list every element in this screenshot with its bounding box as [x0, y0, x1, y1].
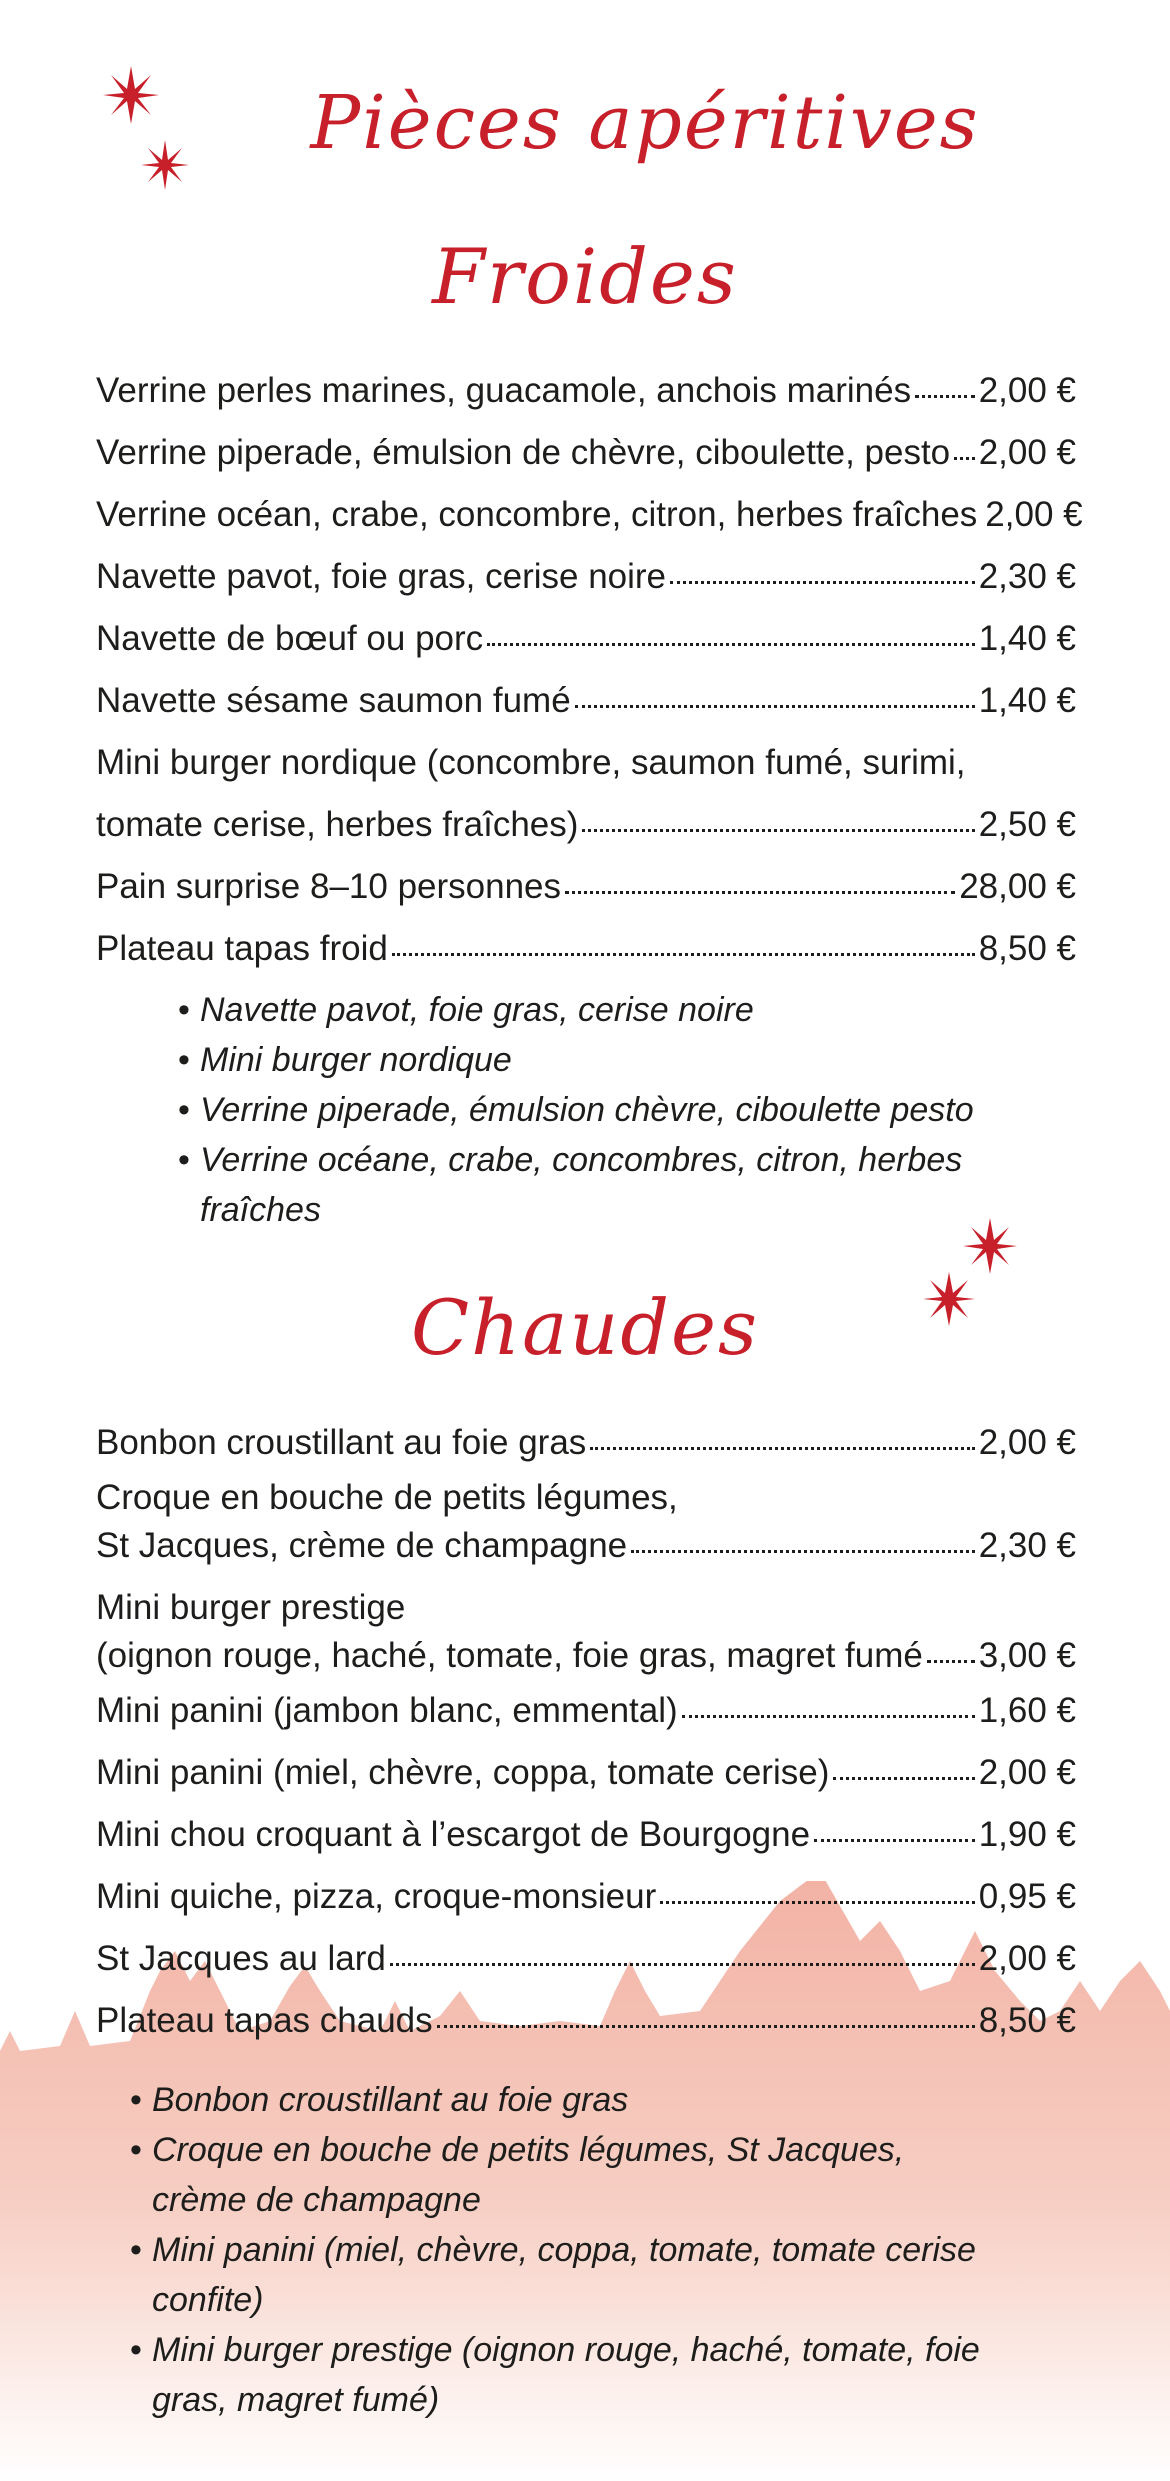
- list-item-line: • Mini burger prestige (oignon rouge, haché, tomate, foie: [152, 2331, 980, 2369]
- item-label: Plateau tapas froid: [96, 929, 388, 968]
- menu-item: [96, 422, 1076, 484]
- list-item: [130, 2325, 1090, 2425]
- menu-item-line1: [96, 732, 1076, 794]
- dot-leader: [660, 1900, 974, 1904]
- menu-item: [96, 1742, 1076, 1804]
- dot-leader: [390, 1962, 975, 1966]
- list-item-line: crème de champagne: [152, 2181, 481, 2219]
- item-label: Navette de bœuf ou porc: [96, 619, 484, 658]
- list-item: [178, 1135, 1058, 1235]
- menu-item: [96, 360, 1076, 422]
- plateau-chaud-contents: [130, 2075, 1090, 2425]
- list-item: [130, 2125, 1090, 2225]
- menu-item: [96, 1632, 1076, 1680]
- menu-item: [96, 856, 1076, 918]
- item-price: 2,00 €: [978, 433, 1076, 472]
- list-item-line: fraîches: [200, 1191, 321, 1229]
- menu-item: [96, 918, 1076, 980]
- item-price: 2,00 €: [978, 1753, 1076, 1792]
- dot-leader: [590, 1446, 974, 1450]
- menu-item: [96, 1990, 1076, 2052]
- item-label: tomate cerise, herbes fraîches): [96, 805, 579, 844]
- item-label: Mini panini (jambon blanc, emmental): [96, 1691, 678, 1730]
- menu-item: [96, 608, 1076, 670]
- item-label: Pain surprise 8–10 personnes: [96, 867, 562, 906]
- dot-leader: [954, 456, 975, 460]
- item-price: 2,00 €: [978, 1939, 1076, 1978]
- dot-leader: [814, 1838, 975, 1842]
- item-price: 2,30 €: [978, 557, 1076, 596]
- dot-leader: [631, 1549, 975, 1553]
- item-label: Navette pavot, foie gras, cerise noire: [96, 557, 667, 596]
- plateau-froid-contents: [178, 985, 1058, 1235]
- item-label: Mini quiche, pizza, croque-monsieur: [96, 1877, 657, 1916]
- item-price: 2,00 €: [978, 1423, 1076, 1462]
- section-title-froides: Froides: [432, 232, 738, 321]
- dot-leader: [927, 1659, 975, 1663]
- menu-item: [96, 670, 1076, 732]
- item-price: 3,00 €: [978, 1636, 1076, 1675]
- dot-leader: [565, 890, 955, 894]
- item-label: (oignon rouge, haché, tomate, foie gras, magret fumé: [96, 1636, 923, 1675]
- section-title-chaudes: Chaudes: [411, 1283, 759, 1372]
- item-label: Mini burger nordique (concombre, saumon fumé, surimi,: [96, 743, 966, 782]
- froides-menu: [96, 360, 1083, 980]
- item-price: 8,50 €: [978, 2001, 1076, 2040]
- menu-item: [96, 1928, 1076, 1990]
- item-label: Bonbon croustillant au foie gras: [96, 1423, 587, 1462]
- dot-leader: [915, 394, 975, 398]
- dot-leader: [670, 580, 975, 584]
- menu-item: [96, 794, 1076, 856]
- item-price: 1,40 €: [978, 681, 1076, 720]
- list-item: • Bonbon croustillant au foie gras: [130, 2075, 1090, 2125]
- dot-leader: [392, 952, 975, 956]
- menu-item-line1: [96, 1584, 1076, 1632]
- list-item-line: • Croque en bouche de petits légumes, St Jacques,: [152, 2131, 905, 2169]
- item-price: 2,00 €: [978, 371, 1076, 410]
- list-item: • Navette pavot, foie gras, cerise noire: [178, 985, 1058, 1035]
- item-label: Verrine océan, crabe, concombre, citron, herbes fraîches: [96, 495, 978, 534]
- item-label: Verrine perles marines, guacamole, anchois marinés: [96, 371, 912, 410]
- dot-leader: [575, 704, 975, 708]
- item-label: Mini burger prestige: [96, 1588, 406, 1627]
- chaudes-menu: [96, 1412, 1076, 2052]
- menu-item: [96, 546, 1076, 608]
- item-label: Mini chou croquant à l’escargot de Bourgogne: [96, 1815, 811, 1854]
- item-price: 2,50 €: [978, 805, 1076, 844]
- menu-item: [96, 1680, 1076, 1742]
- item-label: Mini panini (miel, chèvre, coppa, tomate cerise): [96, 1753, 830, 1792]
- list-item-line: • Verrine océane, crabe, concombres, citron, herbes: [200, 1141, 963, 1179]
- item-label: St Jacques, crème de champagne: [96, 1526, 628, 1565]
- item-label: Verrine piperade, émulsion de chèvre, ciboulette, pesto: [96, 433, 951, 472]
- list-item: • Mini panini (miel, chèvre, coppa, tomate, tomate cerise confite): [130, 2225, 1090, 2325]
- item-price: 28,00 €: [959, 867, 1076, 906]
- dot-leader: [487, 642, 975, 646]
- menu-item: [96, 1804, 1076, 1866]
- item-price: 1,40 €: [978, 619, 1076, 658]
- dot-leader: [582, 828, 974, 832]
- menu-item: [96, 1412, 1076, 1474]
- page-title: Pièces apéritives: [310, 80, 980, 166]
- menu-item: [96, 1866, 1076, 1928]
- list-item: • Mini burger nordique: [178, 1035, 1058, 1085]
- item-label: Navette sésame saumon fumé: [96, 681, 571, 720]
- item-price: 1,90 €: [978, 1815, 1076, 1854]
- item-price: 0,95 €: [978, 1877, 1076, 1916]
- dot-leader: [833, 1776, 974, 1780]
- item-price: 1,60 €: [978, 1691, 1076, 1730]
- item-price: 2,30 €: [978, 1526, 1076, 1565]
- menu-item: [96, 1522, 1076, 1570]
- item-price: 2,00 €: [985, 495, 1083, 534]
- list-item: • Verrine piperade, émulsion chèvre, ciboulette pesto: [178, 1085, 1058, 1135]
- dot-leader: [437, 2024, 975, 2028]
- menu-item: [96, 484, 1083, 546]
- item-label: Croque en bouche de petits légumes,: [96, 1478, 678, 1517]
- menu-item-line1: [96, 1474, 1076, 1522]
- item-price: 8,50 €: [978, 929, 1076, 968]
- item-label: St Jacques au lard: [96, 1939, 386, 1978]
- list-item-line: gras, magret fumé): [152, 2381, 440, 2419]
- item-label: Plateau tapas chauds: [96, 2001, 433, 2040]
- dot-leader: [682, 1714, 975, 1718]
